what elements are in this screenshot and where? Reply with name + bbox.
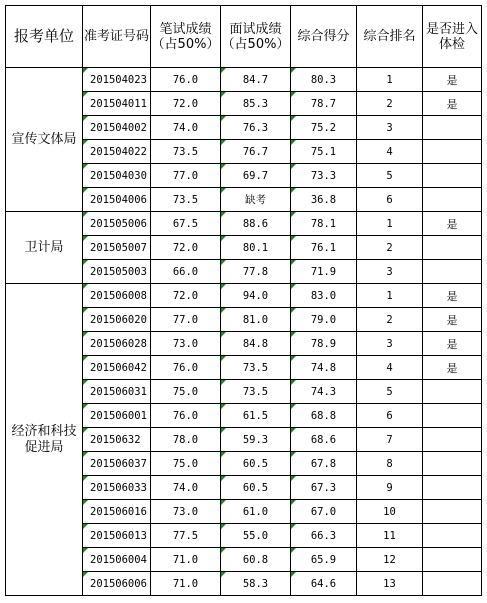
total-score-cell: 67.3	[291, 476, 357, 500]
interview-score-cell: 55.0	[221, 524, 291, 548]
unit-cell: 卫计局	[6, 212, 83, 284]
ticket-cell: 201506008	[83, 284, 151, 308]
written-score-cell: 73.0	[151, 332, 221, 356]
written-score-cell: 66.0	[151, 260, 221, 284]
rank-cell: 12	[357, 548, 423, 572]
total-score-cell: 66.3	[291, 524, 357, 548]
rank-cell: 3	[357, 332, 423, 356]
interview-score-cell: 73.5	[221, 356, 291, 380]
rank-cell: 8	[357, 452, 423, 476]
interview-score-cell: 61.0	[221, 500, 291, 524]
ticket-cell: 201504030	[83, 164, 151, 188]
written-score-cell: 73.0	[151, 500, 221, 524]
written-score-cell: 74.0	[151, 116, 221, 140]
interview-score-cell: 80.1	[221, 236, 291, 260]
entry-cell	[423, 500, 482, 524]
table-row	[6, 68, 482, 92]
total-score-cell: 65.9	[291, 548, 357, 572]
ticket-cell: 201505006	[83, 212, 151, 236]
interview-score-cell: 60.5	[221, 476, 291, 500]
ticket-cell: 201506016	[83, 500, 151, 524]
total-score-cell: 68.8	[291, 404, 357, 428]
entry-cell: 是	[423, 284, 482, 308]
header-entry: 是否进入体检	[423, 6, 482, 68]
ticket-cell: 201506037	[83, 452, 151, 476]
interview-score-cell: 69.7	[221, 164, 291, 188]
written-score-cell: 73.5	[151, 140, 221, 164]
written-score-cell: 77.0	[151, 164, 221, 188]
ticket-cell: 201505007	[83, 236, 151, 260]
interview-score-cell: 88.6	[221, 212, 291, 236]
entry-cell	[423, 572, 482, 596]
total-score-cell: 78.1	[291, 212, 357, 236]
header-total: 综合得分	[291, 6, 357, 68]
written-score-cell: 74.0	[151, 476, 221, 500]
total-score-cell: 73.3	[291, 164, 357, 188]
total-score-cell: 67.0	[291, 500, 357, 524]
rank-cell: 5	[357, 164, 423, 188]
ticket-cell: 201506031	[83, 380, 151, 404]
interview-score-cell: 58.3	[221, 572, 291, 596]
ticket-cell: 201504011	[83, 92, 151, 116]
written-score-cell: 75.0	[151, 380, 221, 404]
written-score-cell: 77.0	[151, 308, 221, 332]
ticket-cell: 20150632	[83, 428, 151, 452]
ticket-cell: 201506033	[83, 476, 151, 500]
written-score-cell: 77.5	[151, 524, 221, 548]
interview-score-cell: 60.5	[221, 452, 291, 476]
ticket-cell: 201504006	[83, 188, 151, 212]
written-score-cell: 76.0	[151, 356, 221, 380]
ticket-cell: 201506004	[83, 548, 151, 572]
ticket-cell: 201505003	[83, 260, 151, 284]
written-score-cell: 67.5	[151, 212, 221, 236]
table-row	[6, 284, 482, 308]
ticket-cell: 201504022	[83, 140, 151, 164]
entry-cell	[423, 380, 482, 404]
entry-cell	[423, 476, 482, 500]
interview-score-cell: 59.3	[221, 428, 291, 452]
rank-cell: 3	[357, 116, 423, 140]
rank-cell: 5	[357, 380, 423, 404]
unit-cell: 经济和科技促进局	[6, 284, 83, 596]
interview-score-cell: 61.5	[221, 404, 291, 428]
total-score-cell: 36.8	[291, 188, 357, 212]
total-score-cell: 75.2	[291, 116, 357, 140]
interview-score-cell: 81.0	[221, 308, 291, 332]
total-score-cell: 78.9	[291, 332, 357, 356]
rank-cell: 2	[357, 236, 423, 260]
total-score-cell: 75.1	[291, 140, 357, 164]
written-score-cell: 75.0	[151, 452, 221, 476]
entry-cell: 是	[423, 68, 482, 92]
rank-cell: 10	[357, 500, 423, 524]
interview-score-cell: 77.8	[221, 260, 291, 284]
entry-cell	[423, 140, 482, 164]
rank-cell: 2	[357, 308, 423, 332]
rank-cell: 6	[357, 404, 423, 428]
total-score-cell: 64.6	[291, 572, 357, 596]
total-score-cell: 79.0	[291, 308, 357, 332]
entry-cell	[423, 236, 482, 260]
entry-cell: 是	[423, 92, 482, 116]
ticket-cell: 201506001	[83, 404, 151, 428]
entry-cell	[423, 188, 482, 212]
interview-score-cell: 84.7	[221, 68, 291, 92]
rank-cell: 2	[357, 92, 423, 116]
rank-cell: 1	[357, 212, 423, 236]
written-score-cell: 72.0	[151, 284, 221, 308]
written-score-cell: 71.0	[151, 548, 221, 572]
rank-cell: 4	[357, 140, 423, 164]
rank-cell: 4	[357, 356, 423, 380]
rank-cell: 13	[357, 572, 423, 596]
written-score-cell: 76.0	[151, 404, 221, 428]
interview-score-cell: 76.3	[221, 116, 291, 140]
total-score-cell: 67.8	[291, 452, 357, 476]
table-body	[6, 68, 482, 596]
total-score-cell: 83.0	[291, 284, 357, 308]
unit-cell: 宣传文体局	[6, 68, 83, 212]
entry-cell	[423, 260, 482, 284]
entry-cell: 是	[423, 308, 482, 332]
entry-cell: 是	[423, 212, 482, 236]
written-score-cell: 72.0	[151, 236, 221, 260]
written-score-cell: 73.5	[151, 188, 221, 212]
header-interview: 面试成绩（占50%）	[221, 6, 291, 68]
entry-cell	[423, 116, 482, 140]
interview-score-cell: 60.8	[221, 548, 291, 572]
rank-cell: 6	[357, 188, 423, 212]
rank-cell: 3	[357, 260, 423, 284]
total-score-cell: 78.7	[291, 92, 357, 116]
entry-cell	[423, 452, 482, 476]
written-score-cell: 78.0	[151, 428, 221, 452]
entry-cell	[423, 524, 482, 548]
entry-cell: 是	[423, 356, 482, 380]
entry-cell: 是	[423, 332, 482, 356]
interview-score-cell: 94.0	[221, 284, 291, 308]
total-score-cell: 74.8	[291, 356, 357, 380]
header-ticket: 准考证号码	[83, 6, 151, 68]
entry-cell	[423, 164, 482, 188]
total-score-cell: 68.6	[291, 428, 357, 452]
written-score-cell: 72.0	[151, 92, 221, 116]
ticket-cell: 201506028	[83, 332, 151, 356]
header-written: 笔试成绩（占50%）	[151, 6, 221, 68]
total-score-cell: 74.3	[291, 380, 357, 404]
written-score-cell: 76.0	[151, 68, 221, 92]
interview-score-cell: 85.3	[221, 92, 291, 116]
ticket-cell: 201506006	[83, 572, 151, 596]
header-rank: 综合排名	[357, 6, 423, 68]
rank-cell: 1	[357, 68, 423, 92]
interview-score-cell: 84.8	[221, 332, 291, 356]
rank-cell: 9	[357, 476, 423, 500]
rank-cell: 1	[357, 284, 423, 308]
header-row	[6, 6, 482, 68]
interview-score-cell: 缺考	[221, 188, 291, 212]
header-unit: 报考单位	[6, 6, 83, 68]
entry-cell	[423, 404, 482, 428]
written-score-cell: 71.0	[151, 572, 221, 596]
rank-cell: 7	[357, 428, 423, 452]
interview-score-cell: 73.5	[221, 380, 291, 404]
ticket-cell: 201506020	[83, 308, 151, 332]
entry-cell	[423, 548, 482, 572]
total-score-cell: 76.1	[291, 236, 357, 260]
ticket-cell: 201506042	[83, 356, 151, 380]
table-row	[6, 212, 482, 236]
rank-cell: 11	[357, 524, 423, 548]
entry-cell	[423, 428, 482, 452]
ticket-cell: 201504002	[83, 116, 151, 140]
total-score-cell: 71.9	[291, 260, 357, 284]
interview-score-cell: 76.7	[221, 140, 291, 164]
total-score-cell: 80.3	[291, 68, 357, 92]
ticket-cell: 201504023	[83, 68, 151, 92]
ticket-cell: 201506013	[83, 524, 151, 548]
score-table	[5, 5, 482, 596]
